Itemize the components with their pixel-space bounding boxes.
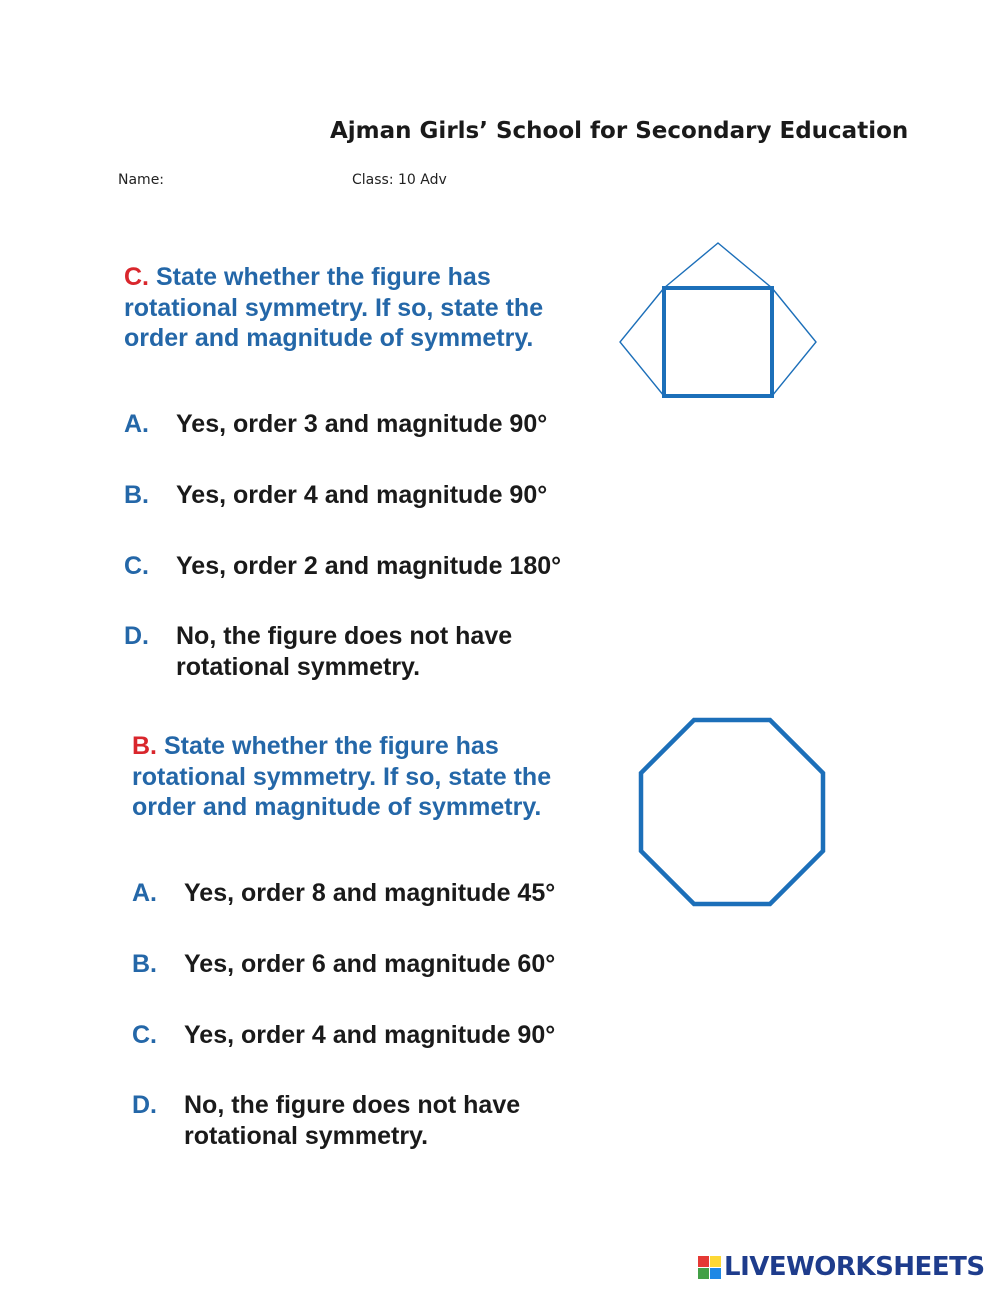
option-d[interactable] [132,1090,584,1151]
option-c[interactable] [124,551,561,582]
question-letter: B. [132,732,157,760]
option-text: Yes, order 8 and magnitude 45° [184,879,556,907]
option-a[interactable] [124,409,547,440]
option-letter: B. [124,481,149,509]
option-letter: C. [124,552,149,580]
option-text: Yes, order 4 and magnitude 90° [176,481,548,509]
option-c[interactable] [132,1020,555,1051]
option-text: No, the figure does not have rotational symmetry. [176,622,513,681]
option-text: Yes, order 3 and magnitude 90° [176,410,548,438]
question-stem [132,731,612,823]
figure-top-triangle [664,243,772,288]
option-letter: C. [132,1021,157,1049]
class-label: Class: 10 Adv [352,172,447,188]
option-text: Yes, order 2 and magnitude 180° [176,552,562,580]
option-letter: A. [124,410,149,438]
option-letter: A. [132,879,157,907]
question-text: State whether the figure has rotational symmetry. If so, state the order and magnitude of symmetry. [132,732,552,821]
figure-right-triangle [772,288,816,396]
option-a[interactable] [132,878,555,909]
option-text: Yes, order 6 and magnitude 60° [184,950,556,978]
question-text: State whether the figure has rotational symmetry. If so, state the order and magnitude of symmetry. [124,263,544,352]
square-with-triangles-figure [612,236,832,406]
question-letter: C. [124,263,149,291]
question-1 [124,262,604,681]
option-text: Yes, order 4 and magnitude 90° [184,1021,556,1049]
liveworksheets-logo [698,1252,985,1282]
option-letter: D. [132,1091,157,1119]
question-stem [124,262,604,354]
option-b[interactable] [124,480,547,511]
option-d[interactable] [124,621,576,682]
school-title: Ajman Girls’ School for Secondary Education [330,118,909,144]
octagon-figure [632,712,832,912]
figure-square [664,288,772,396]
option-b[interactable] [132,949,555,980]
figure-left-triangle [620,288,664,396]
option-letter: B. [132,950,157,978]
figure-octagon [641,720,823,904]
option-text: No, the figure does not have rotational symmetry. [184,1091,521,1150]
logo-blocks-icon [698,1256,721,1279]
logo-text: LIVEWORKSHEETS [724,1252,985,1282]
option-letter: D. [124,622,149,650]
name-label: Name: [118,172,165,188]
question-2 [132,731,612,1150]
